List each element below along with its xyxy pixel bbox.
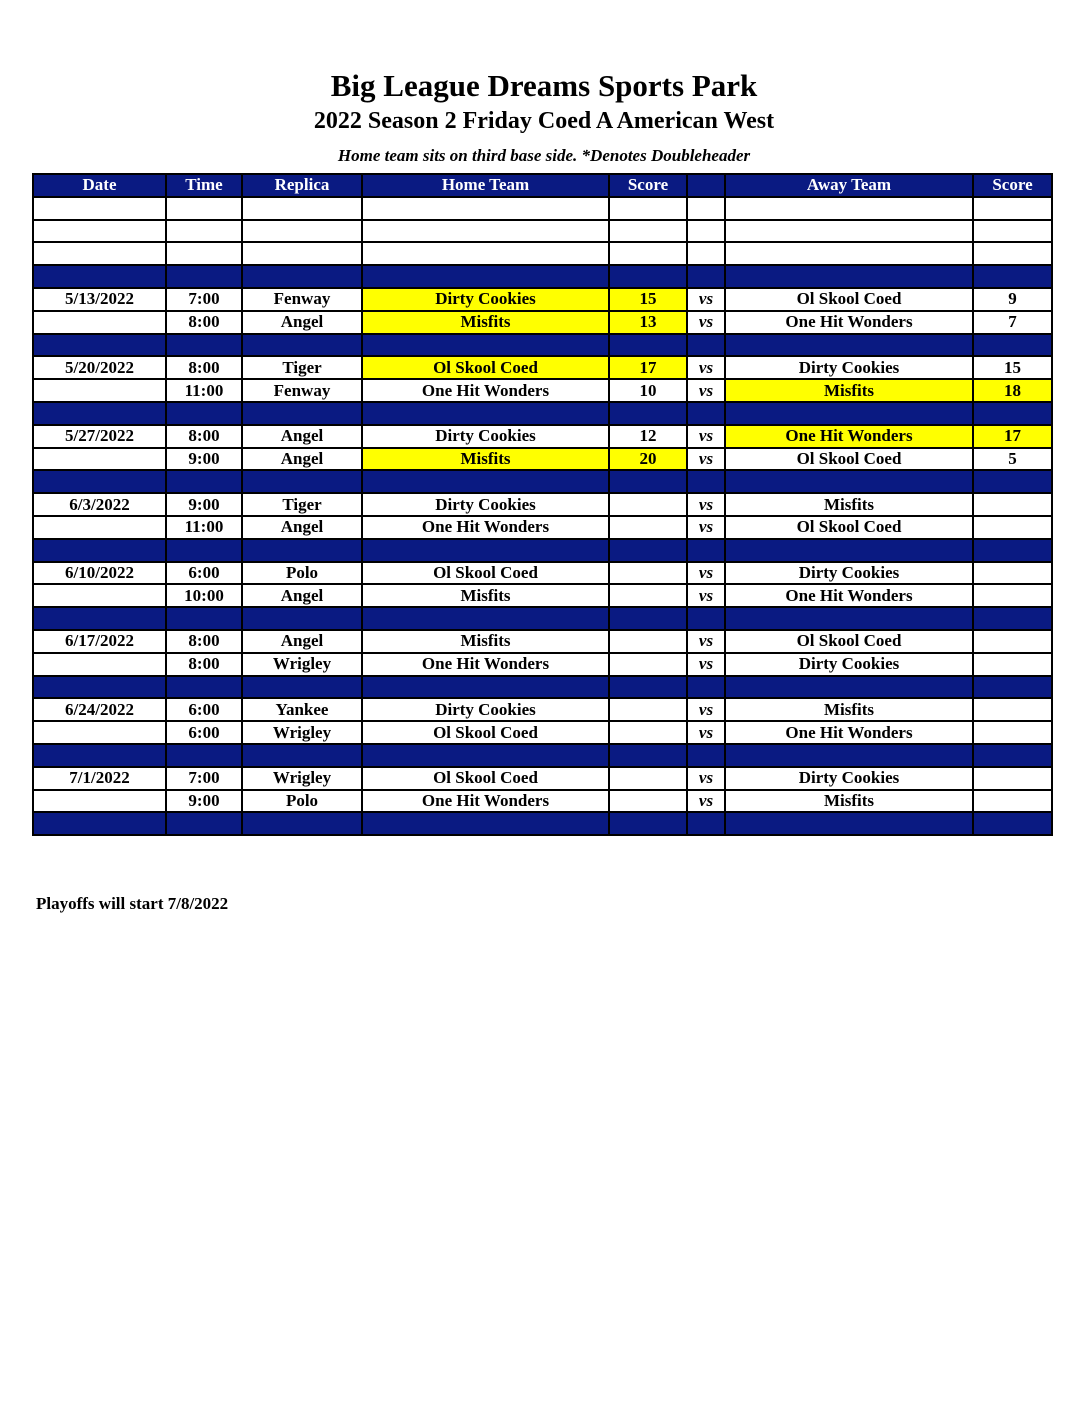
table-row [33,630,1052,653]
cell-date: 6/10/2022 [33,562,166,585]
separator-cell [242,402,362,425]
col-header-time: Time [166,174,242,197]
separator-cell [242,744,362,767]
cell-vs: vs [687,311,725,334]
cell-away-team: Ol Skool Coed [725,288,973,311]
cell-time: 8:00 [166,425,242,448]
cell-replica [242,197,362,220]
separator-cell [242,470,362,493]
cell-date: 5/13/2022 [33,288,166,311]
cell-away-score: 18 [973,379,1052,402]
separator-cell [242,539,362,562]
separator-cell [33,744,166,767]
cell-time: 6:00 [166,698,242,721]
cell-home-score [609,584,687,607]
cell-home-team [362,220,609,243]
cell-home-team: Misfits [362,311,609,334]
cell-home-team: Ol Skool Coed [362,767,609,790]
cell-home-team: Misfits [362,584,609,607]
table-row [33,516,1052,539]
cell-home-score [609,630,687,653]
cell-home-team [362,197,609,220]
cell-time [166,242,242,265]
separator-cell [609,470,687,493]
separator-cell [687,744,725,767]
cell-home-score: 17 [609,356,687,379]
separator-cell [166,470,242,493]
cell-home-team: Dirty Cookies [362,288,609,311]
cell-home-team: Dirty Cookies [362,698,609,721]
cell-date: 5/20/2022 [33,356,166,379]
separator-row [33,470,1052,493]
separator-cell [725,470,973,493]
cell-vs: vs [687,493,725,516]
cell-home-team: Ol Skool Coed [362,356,609,379]
separator-cell [973,539,1052,562]
cell-replica: Fenway [242,288,362,311]
separator-cell [166,539,242,562]
separator-cell [973,744,1052,767]
cell-home-score: 15 [609,288,687,311]
separator-cell [725,402,973,425]
separator-cell [33,676,166,699]
separator-cell [973,334,1052,357]
cell-time: 9:00 [166,448,242,471]
separator-cell [973,812,1052,835]
cell-date [33,790,166,813]
cell-date [33,448,166,471]
page-subtitle: 2022 Season 2 Friday Coed A American West [313,108,775,134]
cell-vs: vs [687,379,725,402]
table-row [33,584,1052,607]
cell-away-team: One Hit Wonders [725,425,973,448]
separator-cell [973,607,1052,630]
separator-cell [687,607,725,630]
cell-time: 6:00 [166,721,242,744]
separator-cell [166,402,242,425]
table-row [33,767,1052,790]
cell-away-score [973,220,1052,243]
cell-vs: vs [687,288,725,311]
cell-home-score [609,516,687,539]
table-row [33,493,1052,516]
cell-away-team: Misfits [725,790,973,813]
separator-cell [725,265,973,288]
cell-away-team: Ol Skool Coed [725,630,973,653]
cell-time: 8:00 [166,311,242,334]
cell-home-team [362,242,609,265]
cell-vs [687,242,725,265]
cell-away-score [973,698,1052,721]
cell-time: 10:00 [166,584,242,607]
separator-cell [242,676,362,699]
cell-away-team [725,220,973,243]
col-header-date: Date [33,174,166,197]
cell-home-score [609,493,687,516]
cell-time: 8:00 [166,356,242,379]
cell-vs: vs [687,721,725,744]
cell-date [33,653,166,676]
cell-date: 6/3/2022 [33,493,166,516]
cell-away-score [973,493,1052,516]
cell-away-score: 17 [973,425,1052,448]
cell-away-team: Misfits [725,379,973,402]
page-note: Home team sits on third base side. *Denotes Doubleheader [337,146,751,165]
cell-away-score: 5 [973,448,1052,471]
col-header-away-team: Away Team [725,174,973,197]
cell-replica: Angel [242,425,362,448]
schedule-table [32,173,1053,836]
cell-replica: Angel [242,516,362,539]
cell-away-team: Ol Skool Coed [725,448,973,471]
cell-home-team: Dirty Cookies [362,493,609,516]
cell-home-score: 20 [609,448,687,471]
cell-home-score: 12 [609,425,687,448]
table-row [33,562,1052,585]
cell-away-team: Misfits [725,698,973,721]
separator-cell [166,744,242,767]
cell-home-score: 10 [609,379,687,402]
cell-time: 8:00 [166,630,242,653]
cell-vs: vs [687,425,725,448]
cell-away-team: Misfits [725,493,973,516]
cell-away-score: 9 [973,288,1052,311]
cell-date [33,721,166,744]
cell-home-score [609,197,687,220]
separator-cell [687,470,725,493]
cell-home-team: Ol Skool Coed [362,562,609,585]
separator-cell [609,334,687,357]
page-title: Big League Dreams Sports Park [330,68,758,103]
cell-time: 9:00 [166,493,242,516]
cell-date: 5/27/2022 [33,425,166,448]
cell-away-score [973,790,1052,813]
separator-cell [362,539,609,562]
separator-cell [725,812,973,835]
table-row [33,425,1052,448]
separator-cell [166,265,242,288]
cell-replica [242,220,362,243]
separator-cell [33,334,166,357]
table-row [33,698,1052,721]
separator-cell [609,676,687,699]
table-row [33,220,1052,243]
cell-vs: vs [687,630,725,653]
separator-cell [362,744,609,767]
separator-cell [973,265,1052,288]
separator-row [33,265,1052,288]
cell-time: 6:00 [166,562,242,585]
separator-cell [166,334,242,357]
cell-home-score [609,790,687,813]
cell-vs: vs [687,448,725,471]
col-header-replica: Replica [242,174,362,197]
separator-cell [687,676,725,699]
playoffs-note: Playoffs will start 7/8/2022 [36,894,229,913]
cell-replica: Angel [242,630,362,653]
cell-replica: Polo [242,790,362,813]
separator-row [33,676,1052,699]
cell-away-score [973,242,1052,265]
separator-cell [609,265,687,288]
table-row [33,242,1052,265]
cell-date: 6/17/2022 [33,630,166,653]
table-row [33,311,1052,334]
separator-cell [33,265,166,288]
cell-away-team: Dirty Cookies [725,653,973,676]
separator-cell [362,812,609,835]
separator-cell [725,676,973,699]
cell-time: 8:00 [166,653,242,676]
cell-away-team: Dirty Cookies [725,356,973,379]
cell-replica: Wrigley [242,721,362,744]
cell-replica: Wrigley [242,767,362,790]
separator-cell [33,812,166,835]
cell-vs: vs [687,767,725,790]
cell-home-team: One Hit Wonders [362,516,609,539]
col-header-home-score: Score [609,174,687,197]
cell-away-score [973,653,1052,676]
cell-vs [687,197,725,220]
cell-home-score [609,653,687,676]
separator-cell [609,812,687,835]
separator-cell [33,402,166,425]
separator-cell [33,607,166,630]
schedule-body [33,197,1052,835]
separator-cell [725,607,973,630]
table-row [33,288,1052,311]
cell-date [33,516,166,539]
separator-cell [242,265,362,288]
cell-time [166,220,242,243]
cell-away-team: Dirty Cookies [725,767,973,790]
table-row [33,790,1052,813]
col-header-home-team: Home Team [362,174,609,197]
cell-replica: Angel [242,584,362,607]
cell-home-score: 13 [609,311,687,334]
cell-time [166,197,242,220]
cell-vs: vs [687,790,725,813]
separator-cell [687,265,725,288]
cell-home-team: Misfits [362,630,609,653]
table-row [33,356,1052,379]
cell-time: 7:00 [166,767,242,790]
separator-row [33,744,1052,767]
separator-cell [973,402,1052,425]
cell-replica: Tiger [242,493,362,516]
separator-cell [362,265,609,288]
separator-cell [362,607,609,630]
col-header-vs [687,174,725,197]
separator-cell [687,539,725,562]
separator-row [33,402,1052,425]
separator-cell [362,402,609,425]
separator-cell [242,812,362,835]
separator-cell [725,539,973,562]
cell-vs: vs [687,356,725,379]
separator-cell [166,676,242,699]
cell-away-team: Ol Skool Coed [725,516,973,539]
separator-cell [33,470,166,493]
cell-date [33,197,166,220]
separator-cell [609,539,687,562]
cell-away-score [973,516,1052,539]
separator-cell [33,539,166,562]
separator-cell [362,470,609,493]
cell-date [33,242,166,265]
cell-away-team: One Hit Wonders [725,311,973,334]
separator-cell [973,470,1052,493]
cell-away-score [973,584,1052,607]
cell-away-score [973,562,1052,585]
table-row [33,653,1052,676]
cell-home-score [609,242,687,265]
cell-date [33,584,166,607]
table-row [33,197,1052,220]
separator-row [33,607,1052,630]
separator-cell [242,334,362,357]
cell-date: 6/24/2022 [33,698,166,721]
cell-away-score [973,767,1052,790]
table-row [33,448,1052,471]
cell-home-score [609,721,687,744]
separator-cell [725,334,973,357]
separator-cell [242,607,362,630]
separator-cell [687,402,725,425]
cell-home-team: Dirty Cookies [362,425,609,448]
cell-time: 11:00 [166,379,242,402]
separator-cell [609,402,687,425]
cell-date [33,311,166,334]
table-header-row [33,174,1052,197]
cell-away-team [725,242,973,265]
cell-home-score [609,698,687,721]
cell-away-score: 15 [973,356,1052,379]
cell-replica: Yankee [242,698,362,721]
separator-cell [687,334,725,357]
cell-away-score [973,197,1052,220]
cell-home-score [609,220,687,243]
cell-vs: vs [687,562,725,585]
table-row [33,379,1052,402]
cell-away-score [973,630,1052,653]
cell-date [33,379,166,402]
cell-away-team: One Hit Wonders [725,721,973,744]
cell-time: 9:00 [166,790,242,813]
cell-replica: Wrigley [242,653,362,676]
cell-replica: Angel [242,311,362,334]
cell-vs [687,220,725,243]
separator-cell [725,744,973,767]
cell-replica [242,242,362,265]
separator-row [33,539,1052,562]
cell-away-score: 7 [973,311,1052,334]
cell-time: 11:00 [166,516,242,539]
cell-away-team [725,197,973,220]
table-row [33,721,1052,744]
cell-home-team: One Hit Wonders [362,653,609,676]
cell-vs: vs [687,698,725,721]
cell-date: 7/1/2022 [33,767,166,790]
cell-home-team: Ol Skool Coed [362,721,609,744]
separator-cell [973,676,1052,699]
separator-row [33,812,1052,835]
cell-replica: Fenway [242,379,362,402]
separator-cell [687,812,725,835]
separator-cell [166,607,242,630]
cell-home-score [609,562,687,585]
separator-cell [362,676,609,699]
cell-vs: vs [687,516,725,539]
cell-vs: vs [687,653,725,676]
cell-away-team: One Hit Wonders [725,584,973,607]
col-header-away-score: Score [973,174,1052,197]
cell-home-score [609,767,687,790]
cell-replica: Polo [242,562,362,585]
separator-row [33,334,1052,357]
cell-home-team: One Hit Wonders [362,790,609,813]
separator-cell [166,812,242,835]
cell-home-team: Misfits [362,448,609,471]
cell-away-team: Dirty Cookies [725,562,973,585]
cell-date [33,220,166,243]
separator-cell [609,607,687,630]
cell-away-score [973,721,1052,744]
cell-vs: vs [687,584,725,607]
cell-replica: Tiger [242,356,362,379]
cell-replica: Angel [242,448,362,471]
cell-home-team: One Hit Wonders [362,379,609,402]
separator-cell [609,744,687,767]
cell-time: 7:00 [166,288,242,311]
separator-cell [362,334,609,357]
